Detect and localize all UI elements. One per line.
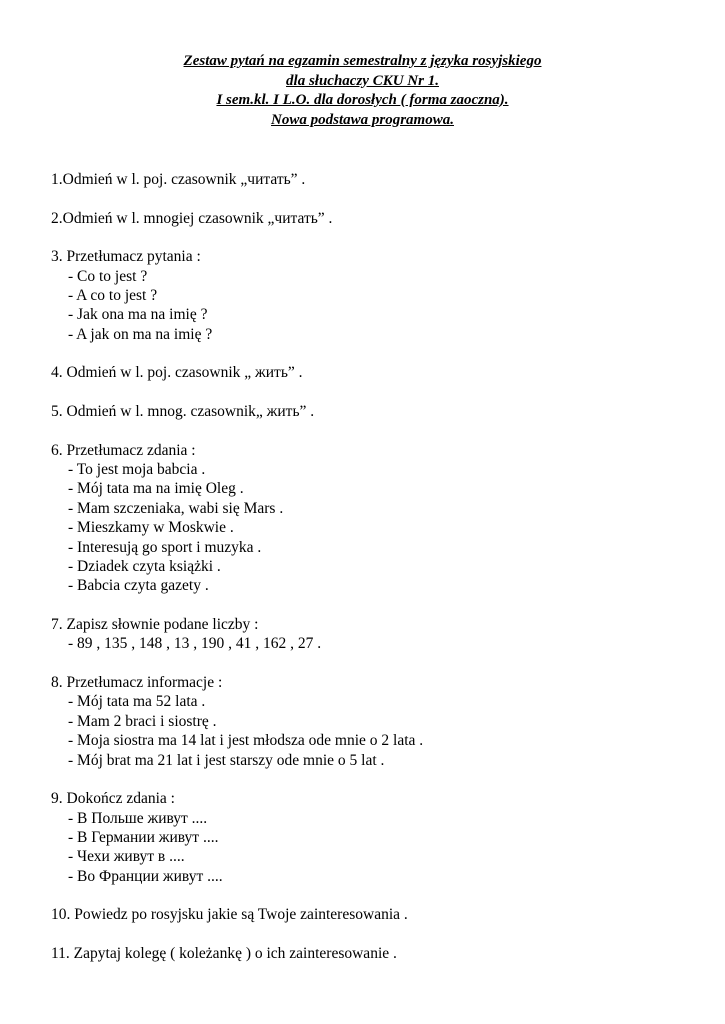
question-list: [51, 170, 711, 983]
question-10: [51, 905, 711, 924]
question-item: - Dziadek czyta książki .: [68, 558, 221, 576]
question-4: [51, 363, 711, 382]
question-title: 5. Odmień w l. mnog. czasownik„ жить” .: [51, 403, 315, 420]
question-item: - Чехи живут в ....: [68, 848, 185, 866]
question-item: - To jest moja babcia .: [68, 461, 206, 478]
question-item: - Mam szczeniaka, wabi się Mars .: [68, 499, 284, 517]
question-7: [51, 615, 711, 654]
question-item: - A co to jest ?: [68, 287, 158, 304]
question-items: [51, 692, 711, 770]
question-title: 9. Dokończ zdania :: [51, 790, 175, 808]
question-item: - Mam 2 braci i siostrę .: [68, 712, 217, 730]
question-5: [51, 402, 711, 421]
question-items: [51, 460, 711, 596]
question-title: 3. Przetłumacz pytania :: [51, 248, 201, 266]
header-line: Nowa podstawa programowa.: [271, 111, 454, 128]
question-8: [51, 673, 711, 770]
question-title: 10. Powiedz po rosyjsku jakie są Twoje zainteresowania .: [51, 906, 408, 924]
question-title: 1.Odmień w l. poj. czasownik „читать” .: [51, 171, 306, 188]
question-item: - 89 , 135 , 148 , 13 , 190 , 41 , 162 , 27 .: [68, 635, 322, 653]
question-item: - Co to jest ?: [68, 267, 148, 285]
question-2: [51, 209, 711, 228]
question-title: 11. Zapytaj kolegę ( koleżankę ) o ich zainteresowanie .: [51, 945, 397, 963]
question-item: - Mój tata ma na imię Oleg .: [68, 480, 244, 498]
question-title: 2.Odmień w l. mnogiej czasownik „читать” .: [51, 209, 333, 227]
question-item: - Mieszkamy w Moskwie .: [68, 519, 234, 537]
question-title: 6. Przetłumacz zdania :: [51, 441, 196, 459]
question-title: 7. Zapisz słownie podane liczby :: [51, 616, 259, 634]
question-title: 8. Przetłumacz informacje :: [51, 674, 223, 692]
question-item: - Moja siostra ma 14 lat i jest młodsza ode mnie o 2 lata .: [68, 732, 424, 750]
question-item: - В Польше живут ....: [68, 809, 208, 827]
question-item: - Jak ona ma na imię ?: [68, 306, 208, 324]
question-11: [51, 944, 711, 963]
header-line: I sem.kl. I L.O. dla dorosłych ( forma zaoczna).: [216, 92, 509, 108]
question-9: [51, 789, 711, 886]
question-title: 4. Odmień w l. poj. czasownik „ жить” .: [51, 364, 303, 382]
question-6: [51, 441, 711, 596]
question-item: - Mój brat ma 21 lat i jest starszy ode mnie o 5 lat .: [68, 751, 385, 769]
question-item: - Interesują go sport i muzyka .: [68, 538, 262, 556]
question-1: [51, 170, 711, 189]
document-header: [0, 52, 725, 130]
question-item: - В Германии живут ....: [68, 829, 219, 847]
header-line: Zestaw pytań na egzamin semestralny z języka rosyjskiego: [183, 53, 542, 69]
question-item: - A jak on ma na imię ?: [68, 325, 213, 343]
question-items: [51, 809, 711, 887]
question-item: - Babcia czyta gazety .: [68, 577, 209, 595]
header-line: dla słuchaczy CKU Nr 1.: [286, 72, 439, 89]
question-item: - Mój tata ma 52 lata .: [68, 693, 206, 711]
question-items: [51, 634, 711, 653]
question-item: - Во Франции живут ....: [68, 867, 223, 885]
question-items: [51, 267, 711, 345]
question-3: [51, 247, 711, 344]
